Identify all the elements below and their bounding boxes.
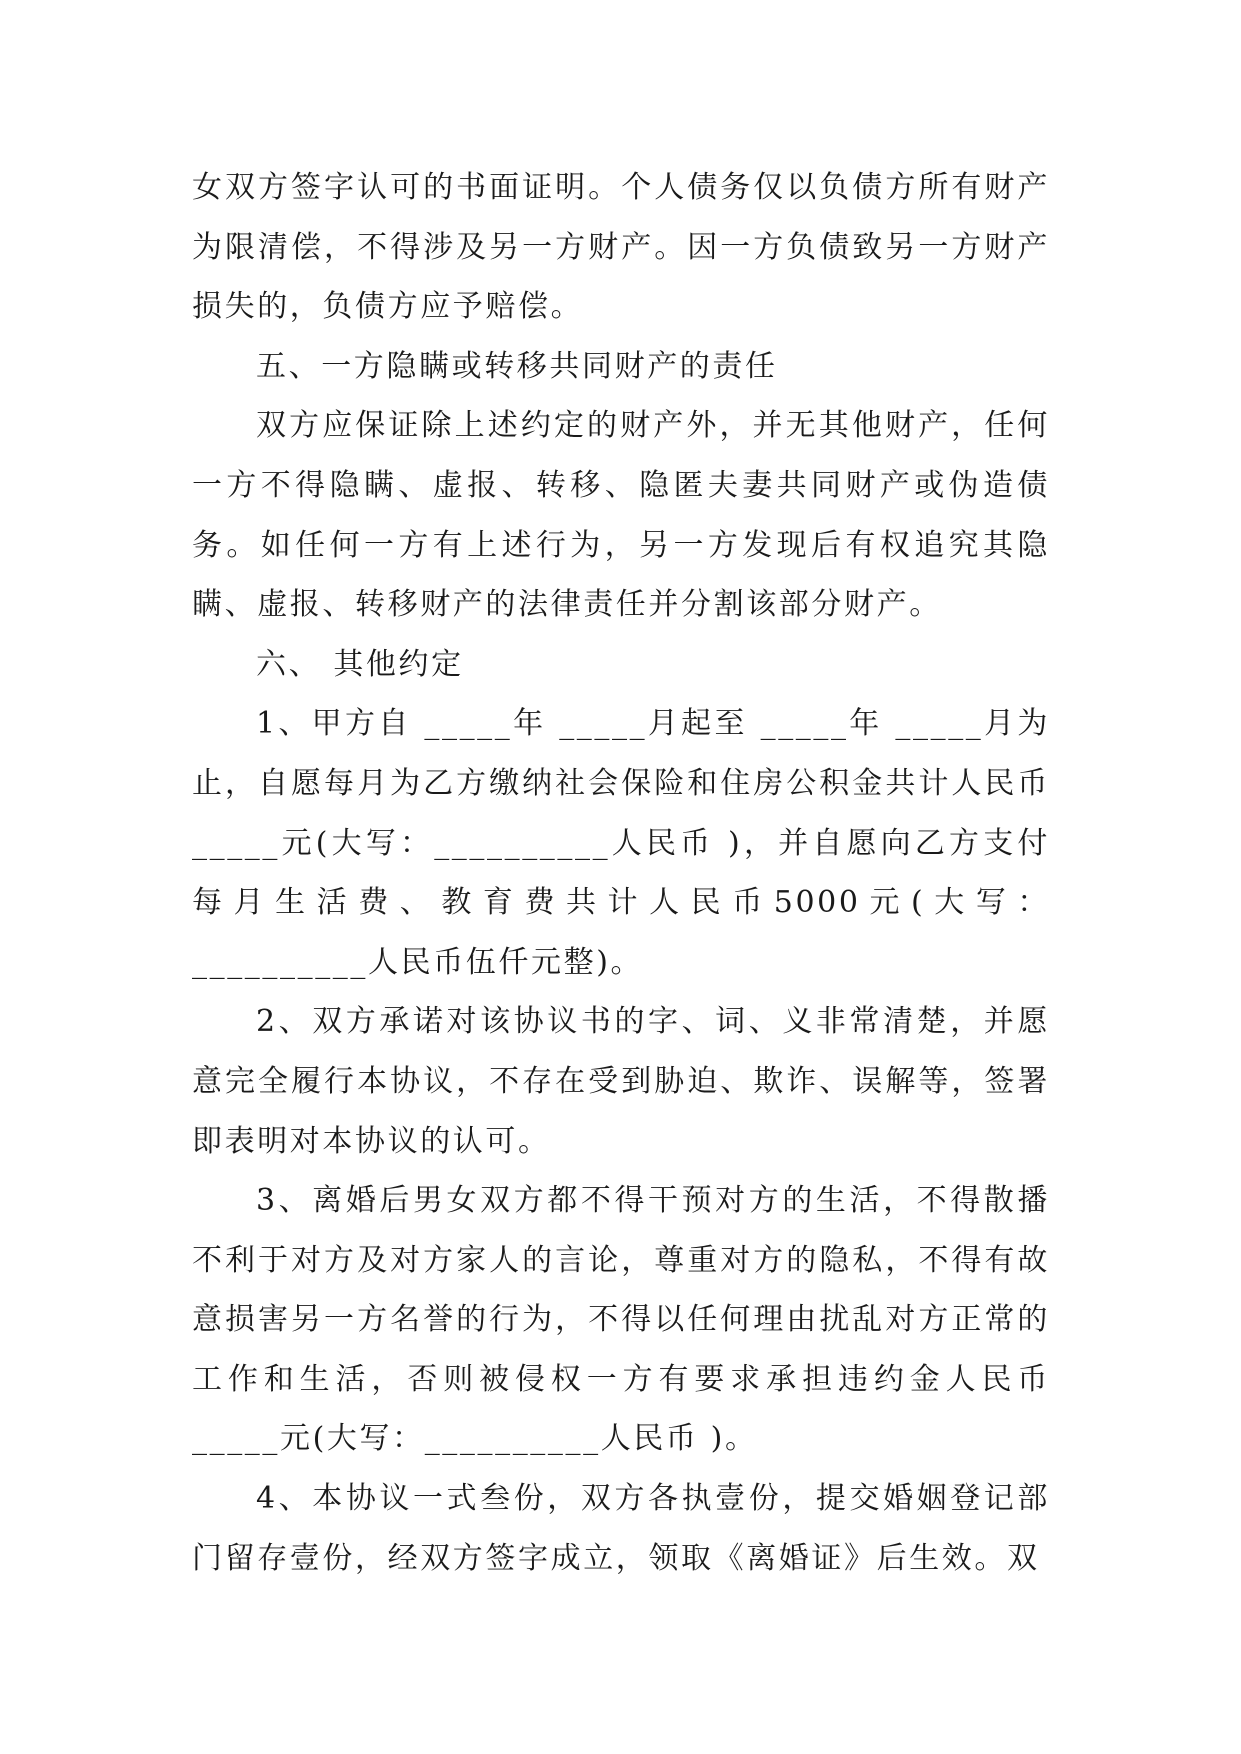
section-heading-six: 六、 其他约定 [256,646,464,682]
paragraph-debt-continuation: 女双方签字认可的书面证明。个人债务仅以负债方所有财产为限清偿，不得涉及另一方财产。因一方负债致另一方财产损失的，负债方应予赔偿。 [192,170,1050,325]
clause-2-commitment: 2、双方承诺对该协议书的字、词、义非常清楚，并愿意完全履行本协议，不存在受到胁迫、欺诈、误解等，签署即表明对本协议的认可。 [192,1004,1050,1159]
clause-1-payments: 1、甲方自 _____年 _____月起至 _____年 _____月为止，自愿每月为乙方缴纳社会保险和住房公积金共计人民币_____元(大写：__________人民币 )，并自愿向乙方支付每月生活费、教育费共计人民币5000元(大写：__________人民币伍仟元整)。 [192,706,1050,980]
clause-3-non-interference: 3、离婚后男女双方都不得干预对方的生活，不得散播不利于对方及对方家人的言论，尊重对方的隐私，不得有故意损害另一方名誉的行为，不得以任何理由扰乱对方正常的工作和生活，否则被侵权一方有要求承担违约金人民币_____元(大写：__________人民币 )。 [192,1183,1050,1457]
document-body [192,158,1050,1588]
clause-4-copies: 4、本协议一式叁份，双方各执壹份，提交婚姻登记部门留存壹份，经双方签字成立，领取《离婚证》后生效。双 [192,1481,1050,1576]
section-heading-five: 五、一方隐瞒或转移共同财产的责任 [256,348,778,384]
paragraph-concealment-liability: 双方应保证除上述约定的财产外，并无其他财产，任何一方不得隐瞒、虚报、转移、隐匿夫妻共同财产或伪造债务。如任何一方有上述行为，另一方发现后有权追究其隐瞒、虚报、转移财产的法律责任并分割该部分财产。 [192,408,1050,623]
